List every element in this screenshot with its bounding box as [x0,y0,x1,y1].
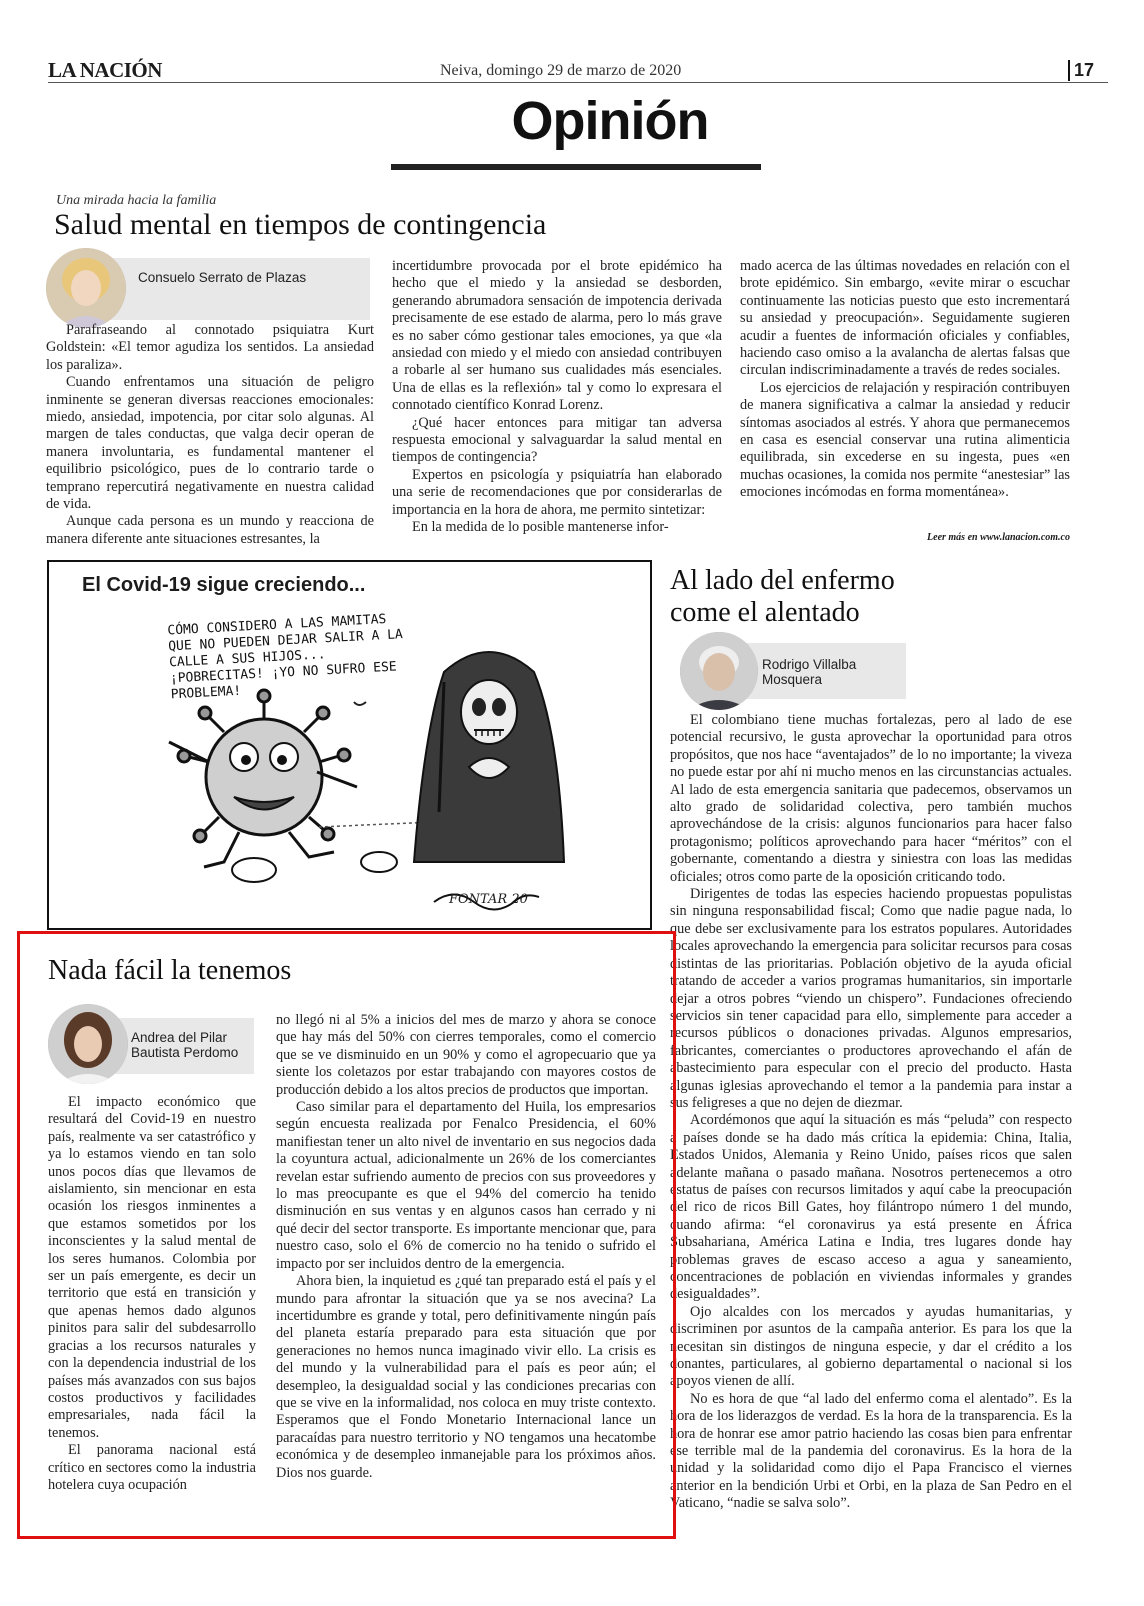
dateline: Neiva, domingo 29 de marzo de 2020 [440,62,682,79]
paragraph: El panorama nacional está crítico en sectores como la industria hotelera cuya ocupación [48,1442,256,1493]
article1-column-1 [46,322,374,548]
paragraph: Ahora bien, la inquietud es ¿qué tan preparado está el país y el mundo para afrontar la situación que ya se nos avecina? La incertidumbre es grande y total, pero definitivamente ningún país del planeta estaría preparado para esta situación que por generaciones no hemos nunca imaginado vivir ello. La crisis es del mundo y la vulnerabilidad para el país es peor aún; el desempleo, la desigualdad social y las condiciones precarias con que se vive en la informalidad, nos coloca en muy triste contexto. Esperamos que el Fondo Monetario Internacional lance un paracaídas para nuestro territorio y NO tengamos una hecatombe económica y de desempleo inmanejable para los próximos años. Dios nos guarde. [276,1273,656,1481]
paragraph: El impacto económico que resultará del Covid-19 en nuestro país, realmente va ser catastrófico y ya lo estamos viendo en tan solo unos pocos días que llevamos de aislamiento, sin mencionar en esta ocasión los riesgos inminentes a que estamos sometidos por los inconscientes y la salud mental de los seres humanos. Colombia por ser un país emergente, es decir un territorio que está en transición y que apenas hemos dado algunos pinitos para salir del subdesarrollo gracias a los recursos naturales y con la dependencia industrial de los países más avanzados con sus bajos costos productivos y facilidades empresariales, nada fácil la tenemos. [48,1094,256,1441]
author-photo-icon [48,1004,128,1084]
author-photo-avatar [46,248,126,328]
paragraph: incertidumbre provocada por el brote epidémico ha hecho que el miedo y la ansiedad se desborden, generando abrumadora sensación de impotencia derivada precisamente de ese estado de alarma, pero lo más grave es no saber cómo gestionar tales emociones, ya que «la ansiedad con miedo y el miedo con ansiedad contribuyen a robarle al ser humano sus cualidades más esenciales. Una de ellas es la reflexión» tal y como lo expresara el connotado científico Konrad Lorenz. [392,258,722,414]
paragraph: En la medida de lo posible mantenerse infor- [412,519,669,536]
article2-body [670,712,1072,1513]
grim-reaper-character-icon [414,652,564,862]
article3-column-1 [48,1094,256,1494]
paragraph: Cuando enfrentamos una situación de peligro inminente se generan diversas reacciones emocionales: miedo, ansiedad, impotencia, por citar solo algunas. Al margen de tales conductas, que valga decir operan de manera involuntaria, es fundamental mantener el equilibrio psicológico, pues de lo contrario tarde o temprano repercutirá negativamente en nuestra calidad de vida. [46,374,374,513]
article1-author: Consuelo Serrato de Plazas [138,270,307,285]
article1-kicker: Una mirada hacia la familia [56,193,217,208]
article1-column-3 [740,258,1070,502]
paragraph: Expertos en psicología y psiquiatría han elaborado una serie de recomendaciones que por considerarlas de importancia en la hora de ahora, me permito sintetizar: [392,466,722,518]
cartoon-speech-text: CÓMO CONSIDERO A LAS MAMITAS QUE NO PUEDEN DEJAR SALIR A LA CALLE A SUS HIJOS... ¡POBRECITAS! ¡YO NO SUFRO ESE PROBLEMA! [167,611,404,703]
article1-headline: Salud mental en tiempos de contingencia [54,208,547,241]
paragraph: Los ejercicios de relajación y respiración contribuyen de manera significativa a calmar la ansiedad y reducir síntomas asociados al estrés. Y ahora que permanecemos en casa es esencial conservar una rutina alimenticia equilibrada, sin excederse en su ingesta, pues «en muchas ocasiones, la comida nos permite “anestesiar” las emociones incómodas en forma momentánea». [740,379,1070,501]
cartoon-title: El Covid-19 sigue creciendo... [82,574,366,596]
article3-author: Andrea del Pilar Bautista Perdomo [131,1030,239,1060]
paragraph: Dirigentes de todas las especies haciendo propuestas populistas sin ninguna responsabilidad fiscal; Como que nadie pague nada, lo que debe ser exclusivamente para los estratos populares. Autoridades locales aprovechando la emergencia para solicitar recursos para cosas distintas de las prioritarias. Población objetivo de la ayuda oficial tratando de acceder a varios programas humanitarios, sin importarle dejar a otros pobres “viendo un chispero”. Fundaciones ofreciendo servicios sin tener capacidad para ello, simplemente para acceder a recursos públicos o donaciones privadas. Algunos empresarios, fabricantes, comerciantes o productores aprovechando el afán de abastecimiento para especular con el precio del producto. Hasta algunas iglesias aprovechando el temor a la pandemia para instar a sus feligreses a que no dejen de diezmar. [670,886,1072,1111]
article2-author: Rodrigo Villalba Mosquera [762,657,857,687]
article3-headline: Nada fácil la tenemos [48,955,292,986]
author-photo-icon [680,632,758,710]
paragraph: mado acerca de las últimas novedades en relación con el brote epidémico. Sin embargo, «evite mirar o escuchar continuamente las noticias puesto que esto incrementará su ansiedad y preocupación». Seguidamente sugieren acudir a fuentes de información oficiales y confiables, haciendo caso omiso a la avalancha de alertas falsas que circulan indiscriminadamente a través de redes sociales. [740,258,1070,379]
paragraph: Ojo alcaldes con los mercados y ayudas humanitarias, y discriminen por asuntos de la campaña anterior. Es para los que la necesitan sin distingos de ninguna especie, y dar el crédito a los donantes, particulares, al gobierno departamental o nacional si los apoyos vienen de allí. [670,1303,1072,1390]
cartoon-signature: FONTAR 20 [449,892,528,907]
article1-column-2 [392,258,722,537]
header-rule [48,82,1108,83]
section-title: Opinión [511,91,709,151]
masthead-logo: LA NACIÓN [48,58,162,82]
paragraph: El colombiano tiene muchas fortalezas, pero al lado de ese potencial recursivo, le gusta aprovechar la oportunidad para otros propósitos, que nos hace “aventajados” de lo no importante; la viveza no puede estar por ahí ni mucho menos en las circunstancias actuales. Al lado de esta emergencia sanitaria que padecemos, observamos un alto grado de solidaridad colectiva, pero también muchos aprovechándose de la crisis: algunos funcionarios para hacer falso protagonismo; políticos aprovechando para hacer “méritos” con el gobernante, comentando a diestra y siniestra con loas las medidas oficiales; otros como parte de la oposición criticando todo. [670,712,1072,885]
paragraph: no llegó ni al 5% a inicios del mes de marzo y ahora se conoce que hay más del 50% con cierres temporales, como el comercio que se ve disminuido en un 90% y como el agropecuario que ya siente los coletazos por estar trabajando con mayores costos de producción debido a los altos precios de productos que importan. [276,1012,656,1098]
cartoon-illustration [49,562,650,928]
paragraph: Aunque cada persona es un mundo y reacciona de manera diferente ante situaciones estresantes, la [46,513,374,547]
paragraph: Parafraseando al connotado psiquiatra Kurt Goldstein: «El temor agudiza los sentidos. La ansiedad los paraliza». [46,322,374,373]
virus-character-icon [169,690,357,867]
author-photo-avatar [680,632,758,710]
author-photo-avatar [48,1004,128,1084]
article2-headline: Al lado del enfermo come el alentado [670,565,895,629]
paragraph: Caso similar para el departamento del Huila, los empresarios según encuesta realizada por Fenalco Presidencia, el 60% manifiestan tener un alto nivel de inventario en sus negocios dada la coyuntura actual, adicionalmente un 26% de los comerciantes revelan estar sufriendo aumento de precios con sus proveedores y lo mas preocupante es que el 94% del comercio ha tenido disminución en sus ventas y en algunos casos han cerrado y ni qué decir del sector transporte. Es importante mencionar que, para nuestro caso, solo el 6% de comercio no ha tenido o sufrido el impacto por ser incluidos dentro de la emergencia. [276,1099,656,1272]
paragraph: ¿Qué hacer entonces para mitigar tan adversa respuesta emocional y salvaguardar la salud mental en tiempos de contingencia? [392,414,722,466]
paragraph: No es hora de que “al lado del enfermo coma el alentado”. Es la hora de los liderazgos de verdad. Es la hora de la transparencia. Es la hora de honrar ese amor patrio haciendo las cosas bien para enfrentar ese terrible mal de la pandemia del coronavirus. Es la hora de la unidad y la solidaridad como dijo el Papa Francisco el viernes anterior en la bendición Urbi et Orbi, en la plaza de San Pedro en el Vaticano, “nadie se salva solo”. [670,1390,1072,1512]
page-number: 17 [1068,60,1094,81]
article3-column-2 [276,1012,656,1482]
article1-byline [100,258,370,320]
section-bar [391,164,761,170]
cartoon-frame [47,560,652,930]
read-more-link[interactable]: Leer más en www.lanacion.com.co [927,532,1070,543]
author-photo-icon [46,248,126,328]
paragraph: Acordémonos que aquí la situación es más “peluda” con respecto a países donde se ha dado más crítica la epidemia: China, Italia, Estados Unidos, Alemania y Reino Unido, países ricos que salen adelante mañana o pasado mañana. Nosotros pertenecemos a otro estatus de países con recursos limitados y aquí cabe la preocupación del rico de ricos Bill Gates, hoy filántropo número 1 del mundo, cuando afirma: “el coronavirus ya está presente en África Subsahariana, América Latina e India, tres lugares donde hay problemas graves de escaso acceso a agua y saneamiento, concentraciones de población en viviendas informales y grandes desigualdades”. [670,1112,1072,1303]
